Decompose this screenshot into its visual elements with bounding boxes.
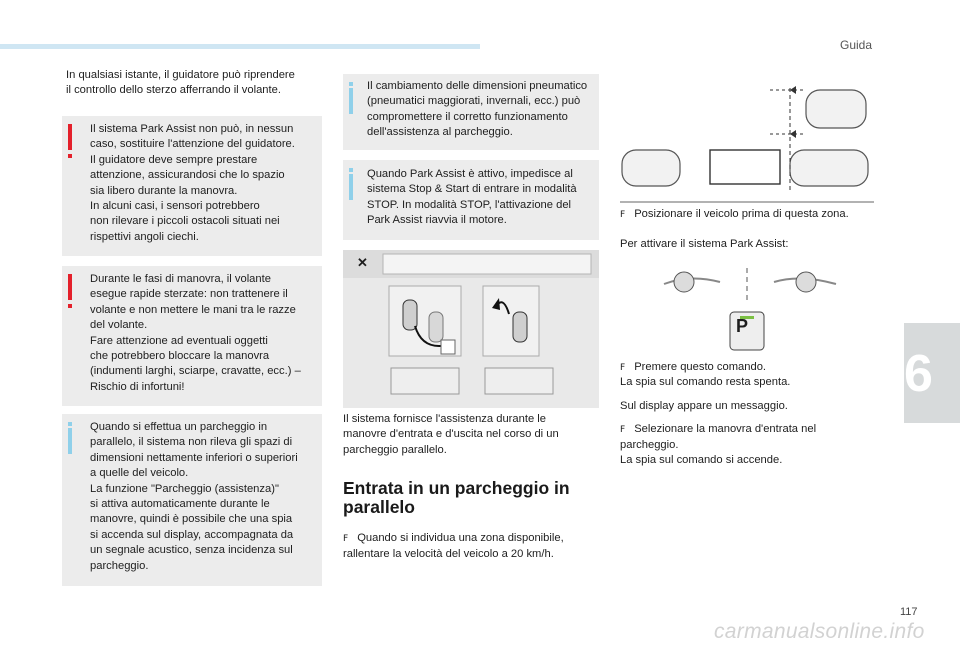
step-2: F Posizionare il veicolo prima di questa zona.	[620, 208, 849, 220]
bullet-f-icon: F	[343, 534, 349, 544]
warning-text-1: Il sistema Park Assist non può, in nessun caso, sostituire l'attenzione del guidatore. Il guidatore deve sempre prestare attenzione, assicurandosi che lo spazio sia libero durante la manovra. In alcuni casi, i sensori potrebbero non rilevare i piccoli ostacoli situati nei rispettivi angoli ciechi.	[90, 123, 295, 243]
activate-text: Per attivare il sistema Park Assist:	[620, 238, 789, 250]
bullet-f-icon: F	[620, 425, 626, 435]
info-text-2: Il cambiamento delle dimensioni pneumatico (pneumatici maggiorati, invernali, ecc.) può compromettere il corretto funzionamento dell'assistenza al parcheggio.	[367, 80, 588, 139]
warning-icon	[68, 124, 72, 150]
steering-controls-illustration	[650, 258, 850, 358]
park-assist-button-icon: P	[736, 316, 749, 336]
info-text-1: Quando si effettua un parcheggio in parallelo, il sistema non rileva gli spazi di dimensioni nettamente inferiori o superiori a quelle del veicolo. La funzione "Parcheggio (assistenza)" si attiva automaticamente durante le manovre, quindi è possibile che una spia si accenda sul display, accompagnata da un segnale acustico, senza incidenza sul parcheggio.	[90, 421, 298, 572]
info-icon	[68, 428, 72, 454]
warning-text-2: Durante le fasi di manovra, il volante esegue rapide sterzate: non trattenere il volante e non mettere le mani tra le razze del volante. Fare attenzione ad eventuali oggetti che potrebbero bloccare la manovra (indumenti larghi, sciarpe, cravatte, ecc.) – Rischio di infortuni!	[90, 273, 301, 393]
section-title: Guida	[840, 38, 873, 52]
info-box-1	[62, 414, 322, 586]
bullet-f-icon: F	[620, 210, 626, 220]
step-4-note: La spia sul comando si accende.	[620, 454, 783, 466]
display-drawing	[343, 250, 599, 408]
display-message-text: Sul display appare un messaggio.	[620, 400, 788, 412]
page-number: 117	[900, 606, 918, 618]
info-icon	[349, 88, 353, 114]
header-bar	[0, 44, 480, 49]
info-text-3: Quando Park Assist è attivo, impedisce al sistema Stop & Start di entrare in modalità STOP. In modalità STOP, l'attivazione del Park Assist riavvia il motore.	[367, 168, 577, 227]
park-assist-display-illustration	[343, 250, 599, 408]
section-heading: Entrata in un parcheggio in parallelo	[343, 478, 570, 517]
watermark-text: carmanualsonline.info	[714, 620, 925, 643]
warning-box-2	[62, 266, 322, 406]
step-1: F Quando si individua una zona disponibile, rallentare la velocità del veicolo a 20 km/h.	[343, 532, 564, 561]
intro-text: In qualsiasi istante, il guidatore può riprendere il controllo dello sterzo afferrando il volante.	[66, 69, 295, 97]
step-3-note: La spia sul comando resta spenta.	[620, 376, 791, 388]
display-caption: Il sistema fornisce l'assistenza durante le manovre d'entrata e d'uscita nel corso di un parcheggio parallelo.	[343, 413, 559, 456]
step-4: F Selezionare la manovra d'entrata nel parcheggio.	[620, 423, 817, 452]
bullet-f-icon: F	[620, 363, 626, 373]
info-box-3	[343, 160, 599, 240]
warning-icon	[68, 274, 72, 300]
chapter-number: 6	[904, 345, 933, 403]
info-box-2	[343, 74, 599, 150]
warning-box-1	[62, 116, 322, 256]
info-icon	[349, 174, 353, 200]
step-3: F Premere questo comando.	[620, 361, 767, 373]
parking-scene-illustration	[620, 80, 874, 206]
close-icon: ✕	[357, 255, 368, 270]
